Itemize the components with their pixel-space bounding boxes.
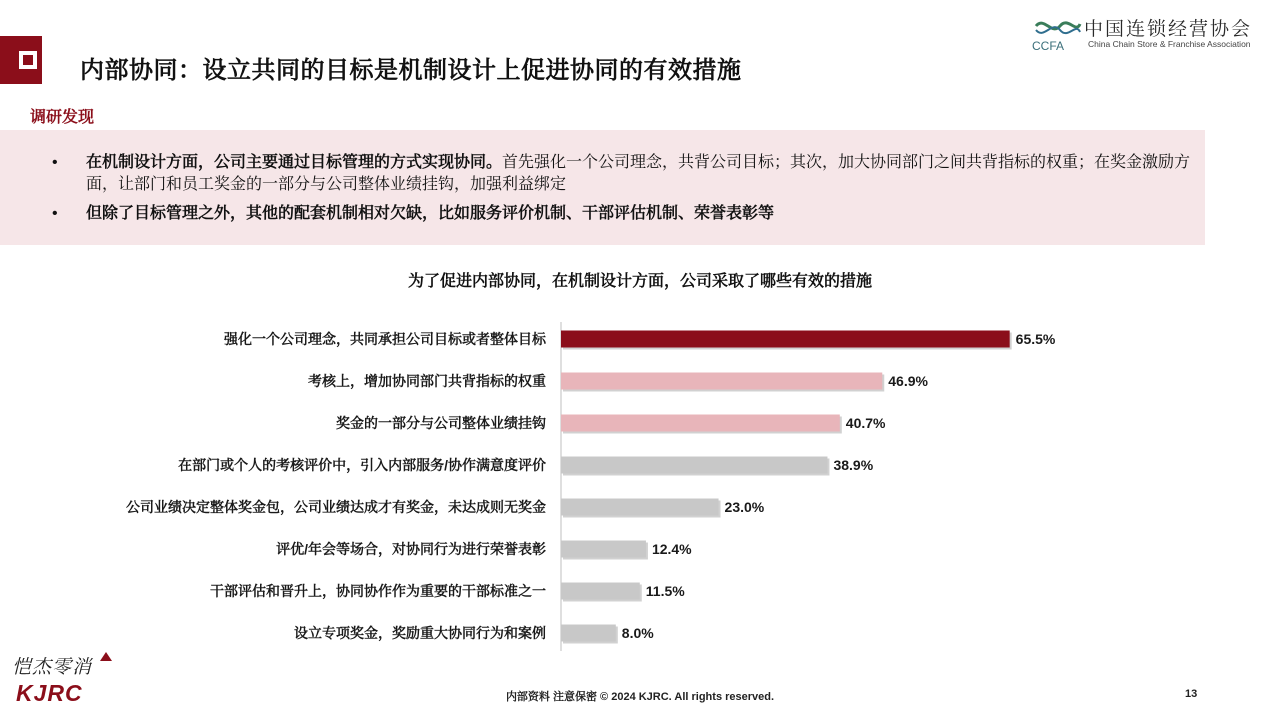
corner-accent-mark	[0, 36, 42, 84]
value-label: 38.9%	[833, 457, 874, 473]
category-label: 设立专项奖金，奖励重大协同行为和案例	[294, 625, 546, 641]
category-label: 评优/年会等场合，对协同行为进行荣誉表彰	[276, 541, 546, 557]
bullet-icon: •	[52, 154, 58, 171]
ccfa-logo-en: China Chain Store & Franchise Association	[1088, 39, 1251, 49]
page-number: 13	[1185, 688, 1198, 700]
chart-title: 为了促进内部协同，在机制设计方面，公司采取了哪些有效的措施	[407, 273, 872, 290]
bar-chart	[0, 318, 1280, 658]
ccfa-logo-icon	[1032, 12, 1082, 52]
category-label: 公司业绩决定整体奖金包，公司业绩达成才有奖金，未达成则无奖金	[126, 499, 546, 515]
value-label: 11.5%	[645, 583, 685, 599]
value-label: 46.9%	[888, 373, 928, 389]
finding-item-1	[52, 152, 1208, 196]
bar-1	[561, 331, 1010, 348]
flag-icon	[100, 652, 112, 661]
value-label: 8.0%	[621, 625, 654, 641]
findings-label: 调研发现	[30, 109, 95, 126]
kjrc-logo-text: KJRC	[16, 680, 83, 706]
bar-6	[561, 541, 646, 558]
category-label: 强化一个公司理念，共同承担公司目标或者整体目标	[224, 331, 546, 347]
value-label: 12.4%	[651, 541, 692, 557]
bar-8	[561, 625, 616, 642]
category-label: 干部评估和晋升上，协同协作作为重要的干部标准之一	[210, 583, 546, 599]
bar-5	[561, 499, 719, 516]
finding-1-text: 首先强化一个公司理念，共背公司目标；其次，加大协同部门之间共背指标的权重；在奖金激励方面，让部门和员工奖金的一部分与公司整体业绩挂钩，加强利益绑定	[86, 154, 1191, 193]
value-label: 23.0%	[724, 499, 765, 515]
finding-1-bold: 在机制设计方面，公司主要通过目标管理的方式实现协同。	[86, 154, 503, 171]
ccfa-logo-cn: 中国连锁经营协会	[1084, 18, 1253, 40]
value-label: 40.7%	[845, 415, 886, 431]
category-label: 在部门或个人的考核评价中，引入内部服务/协作满意度评价	[178, 457, 546, 473]
bar-2	[561, 373, 882, 390]
bullet-icon: •	[52, 205, 58, 222]
bar-7	[561, 583, 640, 600]
bar-4	[561, 457, 827, 474]
value-label: 65.5%	[1015, 331, 1056, 347]
kjrc-logo-script: 恺杰零消	[12, 656, 93, 678]
svg-text:CCFA: CCFA	[1032, 39, 1065, 52]
footer-confidential: 内部资料 注意保密 © 2024 KJRC. All rights reserved.	[505, 691, 775, 703]
finding-2-bold: 但除了目标管理之外，其他的配套机制相对欠缺，比如服务评价机制、干部评估机制、荣誉表彰等	[86, 205, 775, 222]
category-label: 奖金的一部分与公司整体业绩挂钩	[336, 415, 546, 431]
ccfa-logo	[1032, 12, 1262, 52]
category-label: 考核上，增加协同部门共背指标的权重	[308, 373, 546, 389]
bar-3	[561, 415, 840, 432]
page-title: 内部协同：设立共同的目标是机制设计上促进协同的有效措施	[80, 57, 742, 84]
finding-item-2	[52, 203, 1208, 225]
